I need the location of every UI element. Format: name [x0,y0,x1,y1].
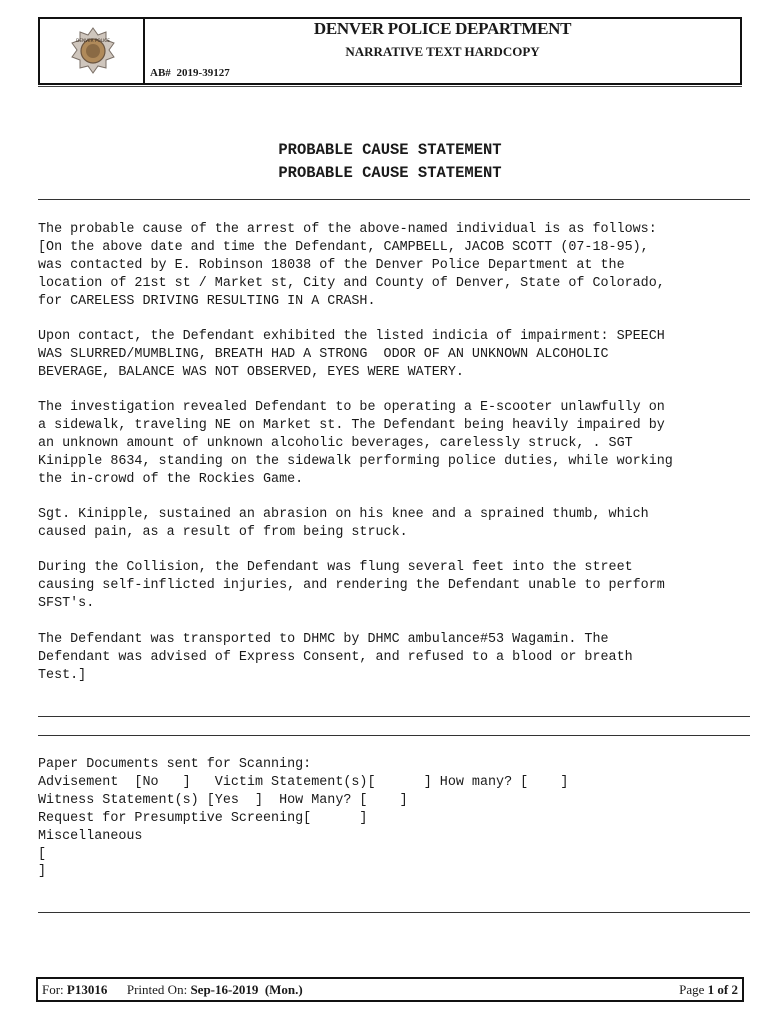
document-title-line-2: PROBABLE CAUSE STATEMENT [278,164,502,182]
page-current: 1 [707,982,715,997]
footer-print-info [42,982,303,998]
police-badge-icon [68,26,118,76]
department-title: DENVER POLICE DEPARTMENT [313,19,572,38]
printed-value: Sep-16-2019 (Mon.) [190,982,303,997]
badge-cell [40,19,145,83]
for-value: P13016 [66,982,108,997]
title-divider [38,199,750,200]
page-total: 2 [731,982,738,997]
narrative-paragraph-6: The Defendant was transported to DHMC by DHMC ambulance#53 Wagamin. The Defendant was advised of Express Consent, and refused to a blood or breath Test.] [38,632,633,683]
narrative-paragraph-3: The investigation revealed Defendant to be operating a E-scooter unlawfully on a sidewalk, traveling NE on Market st. The Defendant being heavily impaired by an unknown amount of unknown alcoholic beverages, carelessly struck, . SGT Kinipple 8634, standing on the sidewalk performing police duties, while working the in-crowd of the Rockies Game. [38,400,673,487]
printed-label: Printed On: [126,982,188,997]
badge-text: DENVER POLICE [76,38,110,43]
scanning-divider [38,912,750,913]
for-label: For: [42,982,64,997]
scanning-documents-block: Paper Documents sent for Scanning: Advisement [No ] Victim Statement(s)[ ] How many? [ ] Witness Statement(s) [Yes ] How Many? [ ] Request for Presumptive Screening[ ] Miscellaneous [ ] [38,757,569,880]
report-subtitle: NARRATIVE TEXT HARDCOPY [345,44,540,59]
ab-number-line [150,67,230,79]
narrative-paragraph-5: During the Collision, the Defendant was flung several feet into the street causing self-inflicted injuries, and rendering the Defendant unable to perform SFST's. [38,560,665,611]
ab-label: AB# [150,67,171,79]
report-header [38,17,742,85]
page-of: of [717,982,729,997]
page-number [679,982,738,998]
header-underline [38,86,742,87]
narrative-divider-1 [38,716,750,717]
narrative-paragraph-2: Upon contact, the Defendant exhibited the listed indicia of impairment: SPEECH WAS SLURRED/MUMBLING, BREATH HAD A STRONG ODOR OF AN UNKNOWN ALCOHOLIC BEVERAGE, BALANCE WAS NOT OBSERVED, EYES WERE WATERY. [38,329,665,380]
document-title-line-1: PROBABLE CAUSE STATEMENT [278,141,502,159]
page-label: Page [679,982,705,997]
page-footer [36,977,744,1002]
narrative-divider-2 [38,735,750,736]
narrative-paragraph-4: Sgt. Kinipple, sustained an abrasion on his knee and a sprained thumb, which caused pain, as a result of from being struck. [38,507,649,540]
ab-number: 2019-39127 [176,67,230,79]
narrative-paragraph-1: The probable cause of the arrest of the above-named individual is as follows: [On the above date and time the Defendant, CAMPBELL, JACOB SCOTT (07-18-95), was contacted by E. Robinson 18038 of the Denver Police Department at the location of 21st st / Market st, City and County of Denver, State of Colorado, for CARELESS DRIVING RESULTING IN A CRASH. [38,222,665,309]
